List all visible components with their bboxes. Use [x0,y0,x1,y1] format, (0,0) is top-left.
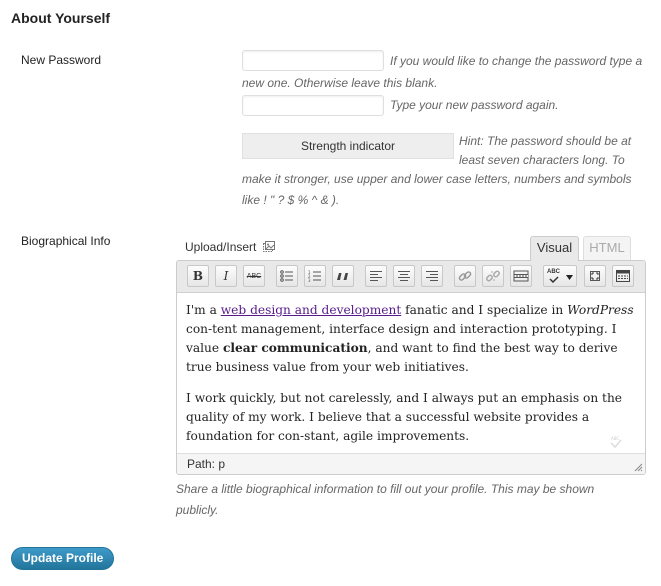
more-tag-icon [513,270,529,282]
resize-handle-icon[interactable] [633,462,643,472]
numbered-list-button[interactable] [304,265,326,287]
insert-link-button[interactable] [454,265,476,287]
unlink-button[interactable] [482,265,504,287]
bio-text: con-tent management, interface design and interaction prototyping. I value [186,322,617,355]
strikethrough-icon: ABC [246,272,262,280]
bio-link[interactable]: web design and development [220,303,402,317]
align-right-button[interactable] [421,265,443,287]
strikethrough-button[interactable] [243,265,265,287]
svg-text:ABC: ABC [611,436,620,441]
spellcheck-button[interactable] [543,265,577,287]
svg-text:2: 2 [308,274,311,279]
kitchen-sink-button[interactable] [612,265,634,287]
confirm-password-hint: Type your new password again. [390,98,559,112]
link-icon [458,269,472,283]
bio-description-line2: publicly. [176,503,219,517]
bio-paragraph-2: I work quickly, but not carelessly, and I always put an emphasis on the quality of my work. I believe that a successful website provides a foundation for con-stant, agile improvements. [186,391,623,443]
bio-strong: clear communication [223,341,368,355]
svg-text:3: 3 [308,278,311,282]
insert-more-button[interactable] [510,265,532,287]
spellcheck-text: ABC [547,269,560,275]
align-right-icon [425,270,439,282]
svg-text:1: 1 [308,270,311,275]
strength-hint-line4: like ! " ? $ % ^ & ). [242,193,340,207]
spellcheck-icon [547,269,560,283]
upload-insert-label: Upload/Insert [185,240,257,254]
blockquote-button[interactable] [332,265,354,287]
numbered-list-icon [308,270,322,282]
bold-icon: B [192,269,204,283]
align-center-icon [397,270,411,282]
confirm-password-input[interactable] [242,95,384,116]
align-left-button[interactable] [365,265,387,287]
chevron-down-icon [566,275,573,280]
fullscreen-button[interactable] [584,265,606,287]
editor-statusbar [177,453,645,474]
kitchen-sink-icon [616,270,630,282]
add-media-icon[interactable] [262,240,276,254]
spellcheck-status-icon [609,435,623,449]
new-password-label: New Password [21,53,102,67]
password-hint-line2: new one. Otherwise leave this blank. [242,76,438,90]
bullet-list-icon [280,270,294,282]
bio-text: fanatic and I specialize in [401,303,568,317]
bio-label: Biographical Info [21,234,111,248]
quote-icon [336,271,350,281]
align-center-button[interactable] [393,265,415,287]
tab-visual[interactable]: Visual [530,236,579,261]
bio-text: I'm a [186,303,221,317]
bio-description [176,479,636,521]
bio-text: , and want to find the best way to derive true business value from your web initiatives. [186,341,618,374]
element-path: Path: p [187,457,226,471]
new-password-input[interactable] [242,50,384,71]
password-strength-indicator: Strength indicator [242,133,454,159]
strength-hint-line2: least seven characters long. To [459,153,625,167]
tab-html[interactable]: HTML [583,236,631,260]
editor-toolbar [177,261,645,293]
fullscreen-icon [589,270,601,282]
strength-hint-line3: make it stronger, use upper and lower case letters, numbers and symbols [242,172,632,186]
upload-insert[interactable] [185,240,276,254]
italic-button[interactable] [215,265,237,287]
bio-description-line1: Share a little biographical information to fill out your profile. This may be shown [176,482,595,496]
section-title: About Yourself [11,10,111,26]
password-hint-line1: If you would like to change the password type a [390,54,643,68]
align-left-icon [369,270,383,282]
bullet-list-button[interactable] [276,265,298,287]
strength-hint-line1: Hint: The password should be at [459,134,632,148]
italic-icon: I [223,269,229,283]
editor-content[interactable] [186,301,634,458]
bio-editor[interactable] [176,260,646,475]
bio-emphasis: WordPress [567,303,634,317]
bold-button[interactable] [187,265,209,287]
bio-paragraph-1 [186,301,634,377]
update-profile-button[interactable]: Update Profile [11,547,114,570]
unlink-icon [486,269,500,283]
